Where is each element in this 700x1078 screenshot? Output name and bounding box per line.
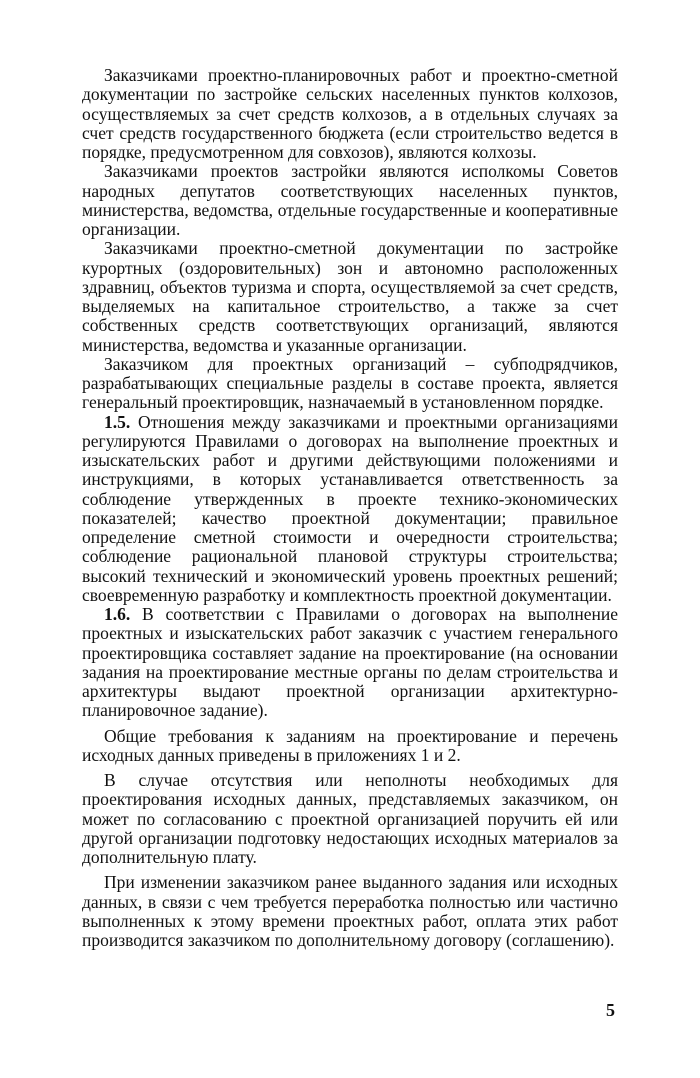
section-1-5 (82, 413, 618, 606)
section-number: 1.6. (104, 604, 131, 624)
paragraph-assignment-changes: При изменении заказчиком ранее выданного задания или исходных данных, в связи с чем требуется переработка полностью или частично выполненных к этому времени проектных работ, оплата этих работ производится заказчиком по дополнительному договору (соглашению). (82, 872, 618, 950)
section-1-6 (82, 605, 618, 721)
section-text: Отношения между заказчиками и проектными организациями регулируются Правилами о договорах на выполнение проектных и изыскательских работ и другими действующими положениями и инструкциями, в которых устанавливается ответственность за соблюдение утвержденных в проекте технико-экономических показателей; качество проектной документации; правильное определение сметной стоимости и очередности строительства; соблюдение рациональной плановой структуры строительства; высокий технический и экономический уровень проектных решений; своевременную разработку и комплектность проектной документации. (82, 411, 618, 605)
section-text: В соответствии с Правилами о договорах на выполнение проектных и изыскательских работ заказчик с участием генерального проектировщика составляет задание на проектирование (на основании задания на проектирование местные органы по делам строительства и архитектуры выдают проектной организации архитектурно-планировочное задание). (82, 604, 618, 721)
paragraph-customers-collective-farms: Заказчиками проектно-планировочных работ и проектно-сметной документации по застройке сельских населенных пунктов колхозов, осуществляемых за счет средств колхозов, а в отдельных случаях за счет средств государственного бюджета (если строительство ведется в порядке, предусмотренном для совхозов), являются колхозы. (82, 65, 618, 162)
section-number: 1.5. (104, 411, 131, 432)
paragraph-missing-source-data: В случае отсутствия или неполноты необходимых для проектирования исходных данных, представляемых заказчиком, он может по согласованию с проектной организацией поручить ей или другой организации подготовку недостающих исходных материалов за дополнительную плату. (82, 770, 618, 867)
paragraph-customers-resort-zones: Заказчиками проектно-сметной документации по застройке курортных (оздоровительных) зон и автономно расположенных здравниц, объектов туризма и спорта, осуществляемой за счет средств, выделяемых на капитальное строительство, а также за счет собственных средств соответствующих организаций, являются министерства, ведомства и указанные организации. (82, 238, 618, 355)
paragraph-customers-development-projects: Заказчиками проектов застройки являются исполкомы Советов народных депутатов соответствующих населенных пунктов, министерства, ведомства, отдельные государственные и кооперативные организации. (82, 161, 618, 239)
document-page (82, 66, 618, 950)
paragraph-customer-subcontractors: Заказчиком для проектных организаций – субподрядчиков, разрабатывающих специальные разделы в составе проекта, является генеральный проектировщик, назначаемый в установленном порядке. (82, 353, 618, 413)
page-number: 5 (606, 1000, 615, 1020)
paragraph-general-requirements: Общие требования к заданиям на проектирование и перечень исходных данных приведены в приложениях 1 и 2. (82, 725, 618, 765)
